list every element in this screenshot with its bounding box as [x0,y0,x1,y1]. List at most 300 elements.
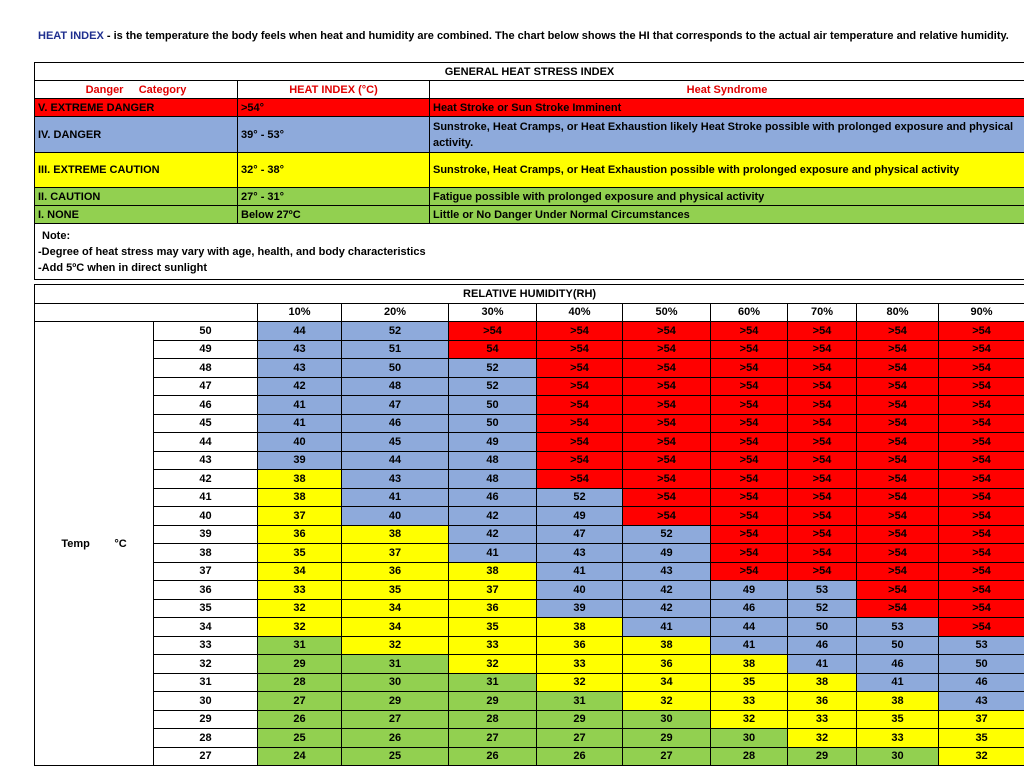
heat-index-cell: >54 [788,544,857,563]
heat-index-cell: 46 [788,636,857,655]
heat-index-cell: 28 [711,747,788,766]
temperature-value: 33 [154,636,258,655]
rh-column-header: 50% [623,303,711,322]
heat-index-cell: >54 [711,377,788,396]
heat-index-cell: 40 [342,507,449,526]
heat-index-cell: >54 [857,525,939,544]
heat-index-cell: 37 [258,507,342,526]
heat-index-cell: >54 [623,340,711,359]
temperature-value: 43 [154,451,258,470]
category-row-none [35,206,1024,224]
rh-table-title: RELATIVE HUMIDITY(RH) [35,285,1024,304]
temperature-row [35,377,1024,396]
heat-index-cell: 32 [342,636,449,655]
category-row-caution [35,188,1024,206]
heat-index-cell: 49 [537,507,623,526]
heat-index-cell: 42 [449,507,537,526]
heat-index-cell: 52 [449,359,537,378]
heat-index-cell: 43 [258,340,342,359]
heat-index-cell: >54 [939,470,1024,489]
heat-index-cell: >54 [857,562,939,581]
heat-index-cell: >54 [537,359,623,378]
heat-index-cell: >54 [788,322,857,341]
heat-index-cell: 37 [449,581,537,600]
heat-index-cell: 50 [449,396,537,415]
heat-index-cell: >54 [788,525,857,544]
heat-index-cell: 33 [449,636,537,655]
heat-index-cell: >54 [711,525,788,544]
temperature-value: 48 [154,359,258,378]
heat-index-cell: 38 [342,525,449,544]
heat-index-cell: >54 [537,414,623,433]
category-index: 39° - 53° [238,117,430,153]
category-index: 27° - 31° [238,188,430,206]
heat-index-cell: >54 [939,433,1024,452]
heat-index-cell: 30 [857,747,939,766]
heat-index-cell: >54 [623,322,711,341]
heat-index-cell: 37 [342,544,449,563]
category-row-extreme-danger [35,99,1024,117]
heat-index-cell: >54 [857,581,939,600]
heat-index-cell: 42 [258,377,342,396]
heat-index-cell: 33 [788,710,857,729]
heat-index-cell: >54 [623,396,711,415]
heat-index-cell: >54 [857,396,939,415]
heat-index-cell: >54 [623,488,711,507]
heat-index-cell: >54 [939,562,1024,581]
temperature-row [35,488,1024,507]
heat-index-cell: >54 [711,488,788,507]
heat-index-cell: 31 [342,655,449,674]
heat-index-cell: 38 [788,673,857,692]
heat-index-cell: 34 [623,673,711,692]
temperature-axis-label: Temp °C [35,322,154,766]
temperature-row [35,710,1024,729]
temperature-value: 47 [154,377,258,396]
heat-index-cell: >54 [857,470,939,489]
heat-index-cell: 43 [623,562,711,581]
heat-index-cell: 44 [342,451,449,470]
temperature-value: 35 [154,599,258,618]
rh-column-header: 30% [449,303,537,322]
heat-index-cell: 42 [623,599,711,618]
rh-column-header: 70% [788,303,857,322]
heat-index-cell: >54 [857,599,939,618]
heat-index-cell: 29 [623,729,711,748]
heat-index-cell: >54 [939,340,1024,359]
heat-index-cell: 30 [342,673,449,692]
temperature-value: 42 [154,470,258,489]
intro-text: - is the temperature the body feels when heat and humidity are combined. The chart below shows the HI that corresponds to the actual air temperature and relative humidity. [103,30,1009,42]
heat-index-cell: >54 [939,377,1024,396]
heat-index-cell: 41 [449,544,537,563]
heat-index-cell: 38 [623,636,711,655]
heat-index-cell: >54 [939,396,1024,415]
rh-column-header: 60% [711,303,788,322]
rh-column-header: 80% [857,303,939,322]
category-label: V. EXTREME DANGER [35,99,238,117]
heat-index-cell: >54 [788,470,857,489]
heat-index-cell: >54 [711,562,788,581]
heat-index-cell: 38 [537,618,623,637]
heat-index-cell: >54 [788,340,857,359]
temperature-row [35,747,1024,766]
heat-index-cell: >54 [939,451,1024,470]
heat-index-cell: 27 [449,729,537,748]
heat-index-cell: 47 [342,396,449,415]
heat-index-cell: 39 [258,451,342,470]
heat-index-cell: 41 [258,414,342,433]
heat-index-cell: 27 [258,692,342,711]
heat-index-cell: 50 [939,655,1024,674]
heat-index-cell: 41 [711,636,788,655]
category-syndrome: Sunstroke, Heat Cramps, or Heat Exhaustion possible with prolonged exposure and physical activity [430,153,1024,188]
heat-index-cell: 41 [788,655,857,674]
note-item: -Degree of heat stress may vary with age, health, and body characteristics [38,246,426,258]
heat-index-cell: 33 [711,692,788,711]
heat-index-cell: 36 [449,599,537,618]
heat-index-cell: 26 [258,710,342,729]
category-index: Below 27ºC [238,206,430,224]
temperature-row [35,562,1024,581]
heat-index-cell: 41 [857,673,939,692]
heat-index-cell: 36 [788,692,857,711]
heat-index-cell: >54 [857,451,939,470]
heat-index-cell: 38 [857,692,939,711]
heat-index-cell: 30 [623,710,711,729]
heat-index-cell: >54 [788,433,857,452]
heat-index-cell: >54 [857,488,939,507]
heat-index-cell: 38 [449,562,537,581]
temperature-value: 37 [154,562,258,581]
temperature-value: 31 [154,673,258,692]
temperature-row [35,636,1024,655]
temperature-value: 41 [154,488,258,507]
heat-index-cell: >54 [939,599,1024,618]
heat-index-cell: 38 [711,655,788,674]
heat-index-cell: 29 [342,692,449,711]
heat-index-cell: >54 [711,451,788,470]
heat-index-cell: 31 [258,636,342,655]
heat-index-cell: >54 [711,322,788,341]
heat-index-cell: >54 [623,451,711,470]
heat-index-cell: 28 [449,710,537,729]
rh-column-header: 10% [258,303,342,322]
heat-index-cell: >54 [857,507,939,526]
heat-index-cell: 33 [258,581,342,600]
heat-index-cell: 30 [711,729,788,748]
category-index: >54° [238,99,430,117]
category-label: III. EXTREME CAUTION [35,153,238,188]
heat-index-cell: 35 [342,581,449,600]
heat-index-cell: 52 [623,525,711,544]
heat-index-cell: 32 [537,673,623,692]
heat-index-cell: >54 [857,359,939,378]
heat-index-cell: 32 [788,729,857,748]
heat-index-cell: 42 [623,581,711,600]
temperature-row [35,340,1024,359]
heat-index-cell: >54 [939,507,1024,526]
temperature-row [35,655,1024,674]
heat-index-cell: 46 [342,414,449,433]
heat-index-cell: >54 [711,433,788,452]
heat-index-cell: 26 [342,729,449,748]
heat-index-cell: 48 [342,377,449,396]
heat-index-cell: 24 [258,747,342,766]
heat-index-cell: 42 [449,525,537,544]
heat-index-cell: 27 [342,710,449,729]
heat-index-cell: >54 [857,414,939,433]
heat-index-cell: 34 [342,618,449,637]
heat-index-cell: >54 [711,359,788,378]
heat-index-cell: 43 [939,692,1024,711]
heat-index-cell: 36 [258,525,342,544]
temperature-row [35,544,1024,563]
heat-index-cell: 34 [342,599,449,618]
heat-index-cell: 41 [537,562,623,581]
heat-index-cell: >54 [939,359,1024,378]
heat-index-cell: >54 [939,618,1024,637]
heat-index-cell: >54 [857,340,939,359]
heat-index-cell: >54 [788,507,857,526]
heat-index-cell: 54 [449,340,537,359]
temperature-value: 28 [154,729,258,748]
category-row-danger [35,117,1024,153]
heat-index-cell: 48 [449,451,537,470]
note-label: Note: [42,230,71,242]
heat-index-cell: 35 [449,618,537,637]
temperature-value: 29 [154,710,258,729]
rh-column-header: 20% [342,303,449,322]
heat-index-cell: >54 [857,433,939,452]
heat-index-cell: >54 [537,377,623,396]
heat-index-cell: >54 [449,322,537,341]
heat-index-cell: 26 [449,747,537,766]
heat-index-cell: >54 [939,488,1024,507]
temperature-value: 44 [154,433,258,452]
temperature-value: 40 [154,507,258,526]
heat-index-cell: 35 [857,710,939,729]
category-index: 32° - 38° [238,153,430,188]
heat-index-cell: 46 [857,655,939,674]
temperature-row [35,322,1024,341]
heat-index-cell: 32 [449,655,537,674]
heat-index-cell: >54 [857,322,939,341]
heat-index-cell: 38 [258,488,342,507]
heat-index-cell: >54 [939,581,1024,600]
heat-index-cell: >54 [711,396,788,415]
heat-index-cell: 49 [623,544,711,563]
heat-index-cell: >54 [939,544,1024,563]
heat-index-cell: 41 [623,618,711,637]
heat-index-cell: 29 [449,692,537,711]
heat-index-cell: >54 [623,433,711,452]
heat-index-cell: >54 [788,377,857,396]
heat-index-cell: 34 [258,562,342,581]
heat-index-cell: 52 [788,599,857,618]
temperature-value: 39 [154,525,258,544]
temperature-row [35,599,1024,618]
heat-index-cell: 32 [939,747,1024,766]
heat-index-cell: 45 [342,433,449,452]
temperature-value: 45 [154,414,258,433]
heat-index-cell: 43 [342,470,449,489]
heat-index-cell: 46 [711,599,788,618]
heat-index-cell: 40 [537,581,623,600]
temperature-row [35,525,1024,544]
temperature-row [35,581,1024,600]
heat-index-cell: 52 [449,377,537,396]
heat-index-cell: >54 [623,414,711,433]
heat-index-cell: 32 [711,710,788,729]
heat-index-cell: 29 [537,710,623,729]
heat-index-cell: 36 [537,636,623,655]
heat-index-cell: >54 [711,544,788,563]
header-heat-index: HEAT INDEX (°C) [238,81,430,99]
temperature-row [35,692,1024,711]
heat-index-cell: >54 [788,396,857,415]
temperature-value: 46 [154,396,258,415]
heat-index-cell: 32 [623,692,711,711]
heat-index-cell: 53 [857,618,939,637]
heat-index-cell: 50 [788,618,857,637]
heat-index-cell: 39 [537,599,623,618]
temperature-row [35,414,1024,433]
heat-index-cell: 49 [711,581,788,600]
heat-index-cell: 44 [258,322,342,341]
heat-index-cell: >54 [788,414,857,433]
heat-index-cell: 32 [258,599,342,618]
heat-index-cell: >54 [939,414,1024,433]
heat-index-cell: 31 [449,673,537,692]
heat-index-cell: >54 [623,359,711,378]
heat-stress-index-table [34,62,1024,280]
heat-index-cell: >54 [788,359,857,378]
temperature-row [35,433,1024,452]
header-heat-syndrome: Heat Syndrome [430,81,1024,99]
heat-index-cell: 28 [258,673,342,692]
heat-index-cell: 37 [939,710,1024,729]
heat-index-cell: 50 [857,636,939,655]
heat-index-cell: 46 [449,488,537,507]
temperature-value: 34 [154,618,258,637]
heat-index-cell: 47 [537,525,623,544]
heat-index-cell: 27 [537,729,623,748]
note-item: -Add 5ºC when in direct sunlight [38,262,208,274]
temperature-row [35,618,1024,637]
heat-index-cell: 35 [939,729,1024,748]
heat-index-cell: 43 [258,359,342,378]
temperature-value: 32 [154,655,258,674]
temperature-value: 27 [154,747,258,766]
heat-index-cell: 25 [342,747,449,766]
heat-index-cell: >54 [711,414,788,433]
heat-index-cell: >54 [623,470,711,489]
heat-index-cell: >54 [788,451,857,470]
category-syndrome: Little or No Danger Under Normal Circumstances [430,206,1024,224]
heat-index-cell: 25 [258,729,342,748]
heat-index-cell: 35 [711,673,788,692]
temperature-row [35,451,1024,470]
heat-index-cell: 27 [623,747,711,766]
heat-index-cell: 26 [537,747,623,766]
heat-index-cell: 52 [342,322,449,341]
temperature-row [35,359,1024,378]
temperature-value: 36 [154,581,258,600]
heat-index-cell: 41 [258,396,342,415]
heat-index-cell: 48 [449,470,537,489]
heat-index-cell: >54 [623,377,711,396]
heat-index-cell: >54 [711,470,788,489]
temperature-row [35,673,1024,692]
heat-index-cell: 29 [788,747,857,766]
heat-index-cell: 33 [857,729,939,748]
temperature-value: 49 [154,340,258,359]
heat-index-title: HEAT INDEX [38,30,104,42]
rh-column-header: 90% [939,303,1024,322]
temperature-row [35,470,1024,489]
temperature-value: 30 [154,692,258,711]
category-syndrome: Sunstroke, Heat Cramps, or Heat Exhaustion likely Heat Stroke possible with prolonged exposure and physical activity. [430,117,1024,153]
rh-header-blank [35,303,258,322]
heat-index-cell: 52 [537,488,623,507]
heat-index-cell: 38 [258,470,342,489]
heat-index-cell: 46 [939,673,1024,692]
category-row-extreme-caution [35,153,1024,188]
temperature-row [35,396,1024,415]
category-syndrome: Fatigue possible with prolonged exposure and physical activity [430,188,1024,206]
intro-paragraph [38,28,1013,44]
heat-index-cell: >54 [537,322,623,341]
stress-table-title: GENERAL HEAT STRESS INDEX [35,63,1024,81]
heat-index-cell: 35 [258,544,342,563]
heat-index-cell: 36 [342,562,449,581]
category-label: II. CAUTION [35,188,238,206]
heat-index-cell: >54 [711,340,788,359]
heat-index-cell: 49 [449,433,537,452]
heat-index-cell: >54 [537,433,623,452]
heat-index-cell: 44 [711,618,788,637]
heat-index-cell: >54 [788,488,857,507]
heat-index-cell: >54 [537,340,623,359]
relative-humidity-table [34,284,1024,766]
heat-index-cell: 31 [537,692,623,711]
heat-index-cell: 43 [537,544,623,563]
heat-index-cell: >54 [623,507,711,526]
heat-index-cell: >54 [537,396,623,415]
heat-index-cell: 40 [258,433,342,452]
heat-index-cell: 53 [939,636,1024,655]
heat-index-cell: 29 [258,655,342,674]
temperature-value: 38 [154,544,258,563]
category-label: I. NONE [35,206,238,224]
heat-index-cell: >54 [537,470,623,489]
heat-index-cell: 33 [537,655,623,674]
heat-index-cell: >54 [857,377,939,396]
heat-index-cell: 53 [788,581,857,600]
temperature-row [35,729,1024,748]
notes-cell [35,224,1024,280]
heat-index-cell: 32 [258,618,342,637]
category-syndrome: Heat Stroke or Sun Stroke Imminent [430,99,1024,117]
heat-index-cell: >54 [711,507,788,526]
heat-index-cell: >54 [939,525,1024,544]
heat-index-cell: 41 [342,488,449,507]
heat-index-cell: >54 [788,562,857,581]
heat-index-cell: 50 [342,359,449,378]
heat-index-cell: >54 [939,322,1024,341]
heat-index-cell: >54 [537,451,623,470]
